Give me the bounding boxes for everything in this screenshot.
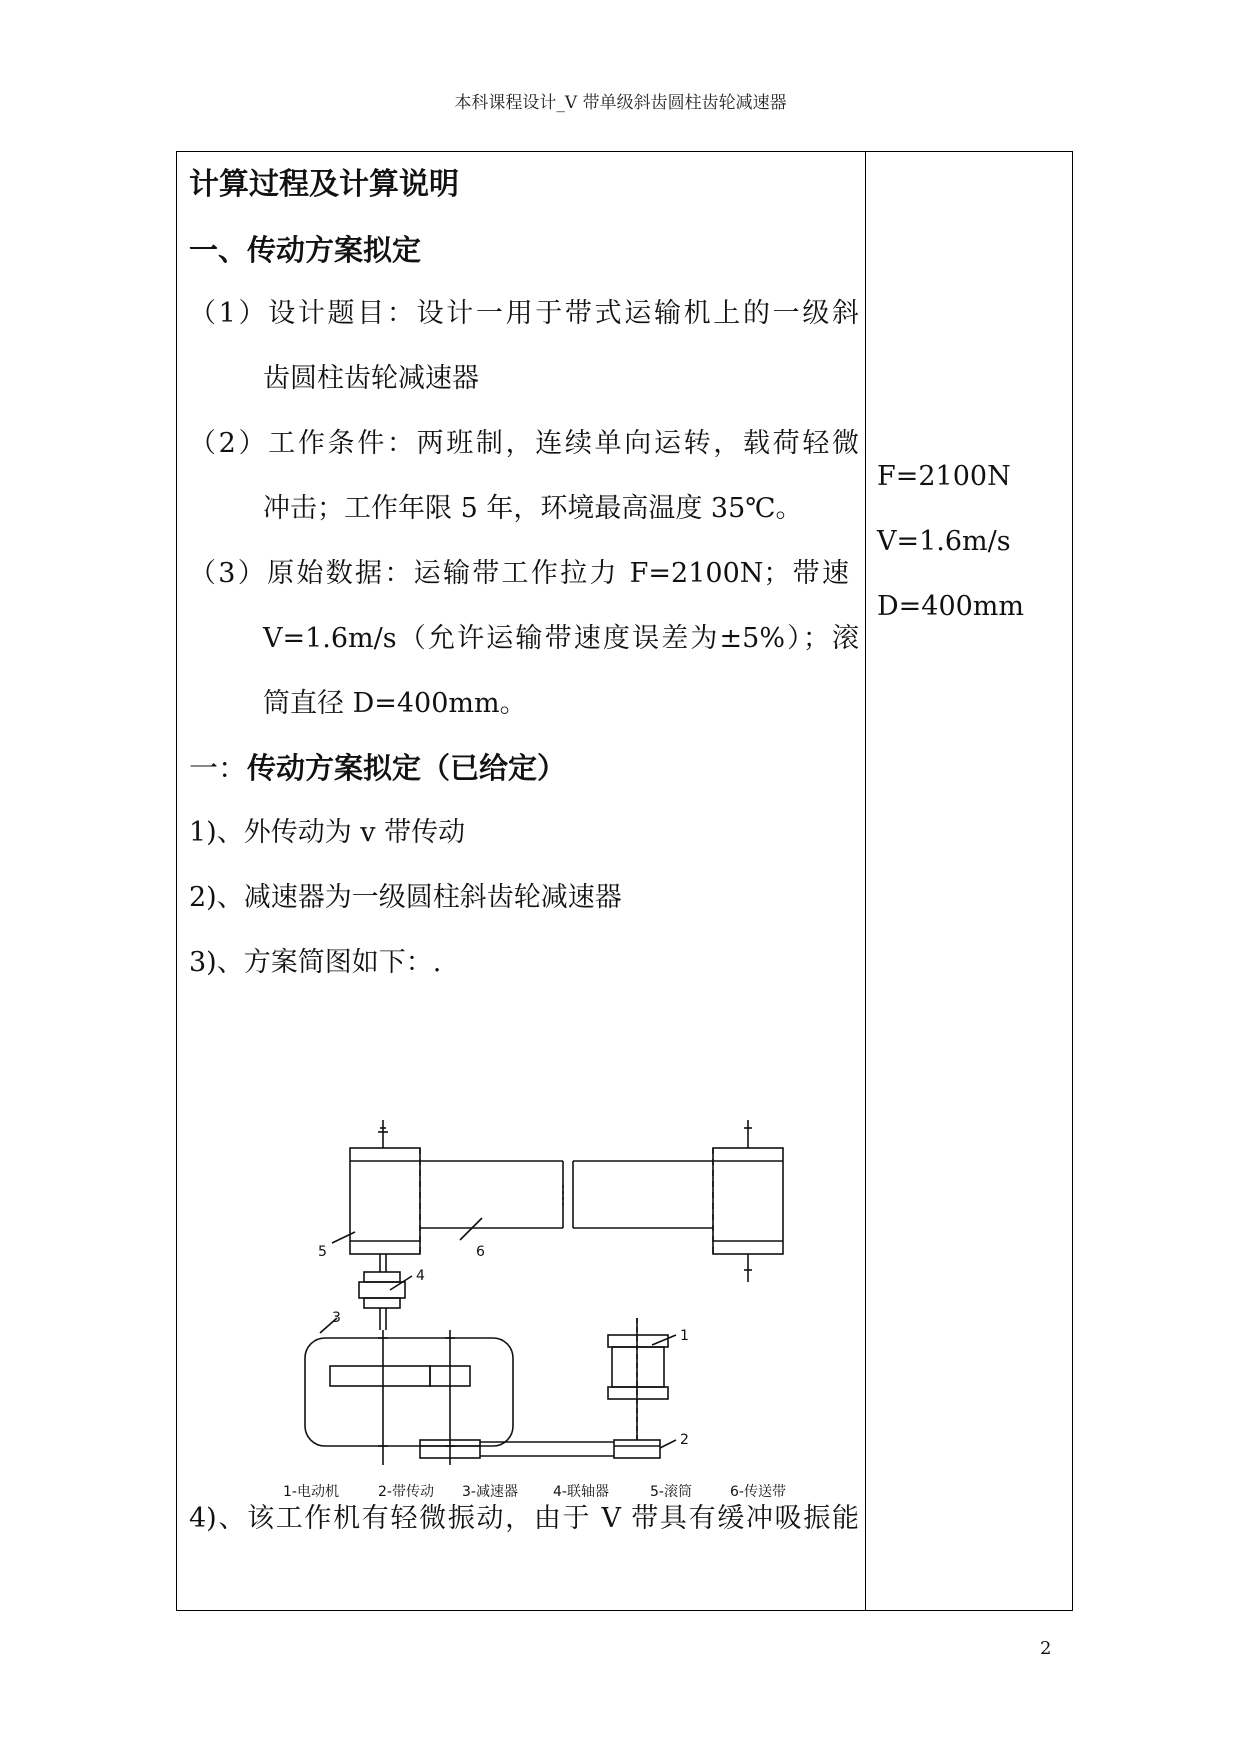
legend-reducer: 3-减速器 [462, 1484, 518, 1500]
item2-line1: （2）工作条件：两班制，连续单向运转，载荷轻微 [189, 428, 859, 459]
legend-coupling: 4-联轴器 [553, 1484, 609, 1500]
section-title: 计算过程及计算说明 [189, 167, 459, 202]
label-5: 5 [318, 1244, 327, 1260]
item1-line1: （1）设计题目：设计一用于带式运输机上的一级斜 [189, 298, 859, 329]
label-6: 6 [476, 1244, 485, 1260]
drum-right [713, 1120, 783, 1282]
param-velocity: V=1.6m/s [877, 526, 1011, 557]
page-header: 本科课程设计_V 带单级斜齿圆柱齿轮减速器 [454, 93, 787, 113]
item1-line2: 齿圆柱齿轮减速器 [263, 363, 479, 394]
reducer [305, 1330, 513, 1465]
coupling [359, 1272, 405, 1330]
item3-line3: 筒直径 D=400mm。 [263, 688, 527, 719]
label-1: 1 [680, 1328, 689, 1344]
v-belt [420, 1440, 660, 1458]
heading-given-plan-text: 传动方案拟定（已给定） [247, 751, 567, 785]
conveyor-belt [420, 1161, 713, 1228]
drum-left [350, 1120, 420, 1272]
list-item-4: 4)、该工作机有轻微振动，由于 V 带具有缓冲吸振能 [189, 1503, 859, 1534]
legend-belt-drive: 2-带传动 [378, 1484, 434, 1500]
page-number: 2 [1040, 1638, 1052, 1659]
param-force: F=2100N [877, 461, 1011, 492]
param-diameter: D=400mm [877, 591, 1025, 622]
list-item-3: 3)、方案简图如下：. [189, 947, 442, 978]
item3-line1: （3）原始数据：运输带工作拉力 F=2100N；带速 [189, 558, 849, 589]
label-3: 3 [332, 1310, 341, 1326]
label-2: 2 [680, 1432, 689, 1448]
legend-conveyor: 6-传送带 [730, 1484, 786, 1500]
legend-motor: 1-电动机 [283, 1484, 339, 1500]
electric-motor [608, 1318, 668, 1440]
list-item-1: 1)、外传动为 v 带传动 [189, 817, 466, 848]
legend-drum: 5-滚筒 [650, 1484, 692, 1500]
item3-line2: V=1.6m/s（允许运输带速度误差为±5%）；滚 [263, 623, 859, 654]
list-item-2: 2)、减速器为一级圆柱斜齿轮减速器 [189, 882, 622, 913]
item2-line2: 冲击；工作年限 5 年，环境最高温度 35℃。 [263, 493, 803, 524]
heading-given-plan-prefix: 一： [189, 751, 248, 785]
heading-transmission-plan: 一、传动方案拟定 [189, 233, 422, 267]
label-4: 4 [416, 1268, 425, 1284]
